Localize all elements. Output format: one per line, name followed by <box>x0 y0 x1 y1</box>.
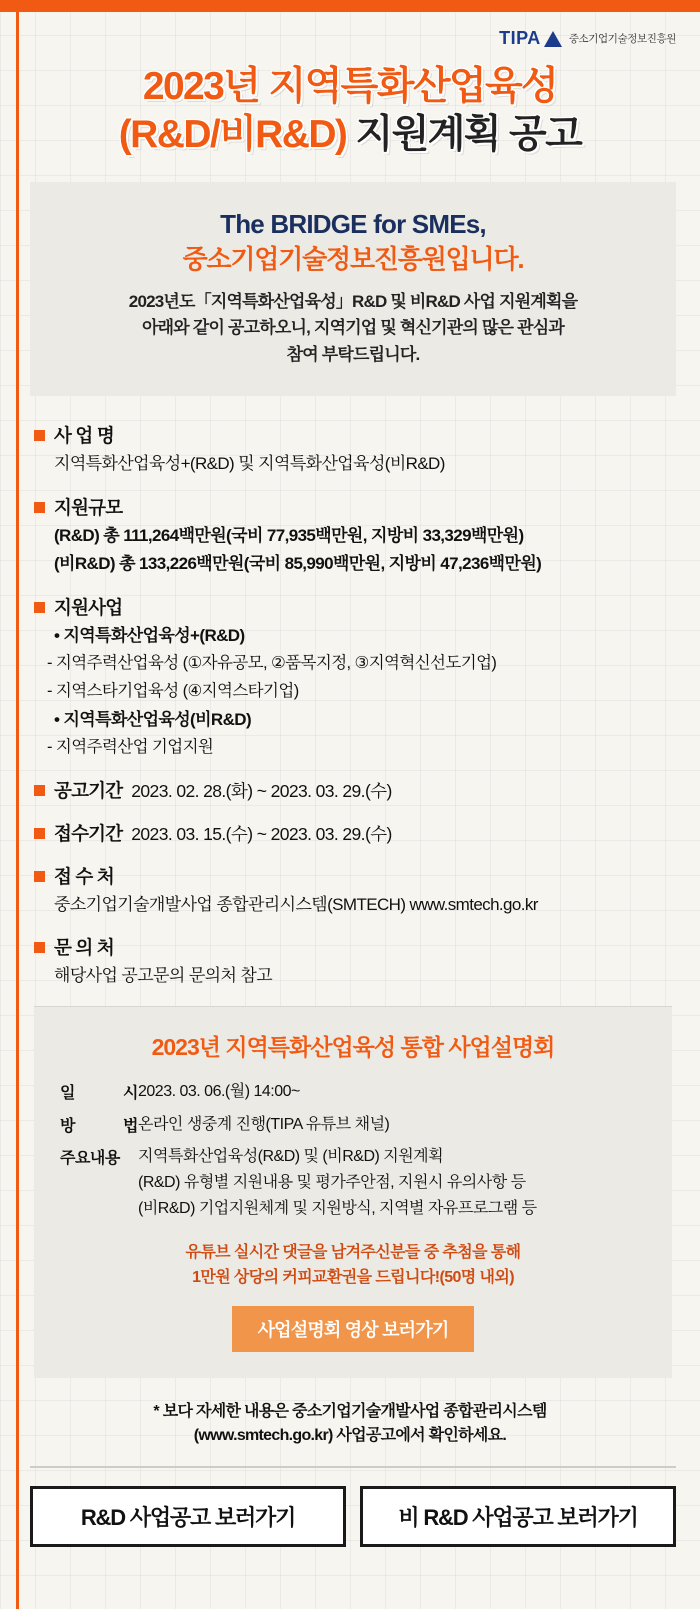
square-bullet-icon <box>34 785 45 796</box>
info-item-business-name <box>34 422 672 477</box>
title-line-2-orange: (R&D/비R&D) <box>118 112 347 156</box>
info-head <box>34 934 672 960</box>
section-label: 지원사업 <box>54 596 123 618</box>
square-bullet-icon <box>34 502 45 513</box>
briefing-event-note <box>60 1241 646 1291</box>
section-label: 접 수 처 <box>54 865 114 887</box>
briefing-key-char-1: 일 <box>60 1084 75 1102</box>
info-head <box>34 820 672 846</box>
program-non-rnd-detail-1: - 지역주력산업 기업지원 <box>47 738 214 757</box>
briefing-row-method <box>60 1113 646 1139</box>
info-head <box>34 863 672 889</box>
title-line-2 <box>20 111 680 159</box>
info-head <box>34 494 672 520</box>
notice-period-value: 2023. 02. 28.(화) ~ 2023. 03. 29.(수) <box>131 780 392 801</box>
brand-name-korean: 중소기업기술정보진흥원 <box>568 33 676 45</box>
briefing-key-char-2: 법 <box>123 1117 138 1135</box>
program-rnd-detail-2: - 지역스타기업육성 (④지역스타기업) <box>47 681 299 700</box>
square-bullet-icon <box>34 430 45 441</box>
triangle-icon <box>544 31 562 47</box>
briefing-video-button[interactable]: 사업설명회 영상 보러가기 <box>232 1306 475 1352</box>
tipa-logo-text: TIPA <box>499 28 541 48</box>
info-item-contact <box>34 934 672 989</box>
briefing-value-line: 온라인 생중계 진행(TIPA 유튜브 채널) <box>138 1115 390 1133</box>
square-bullet-icon <box>34 942 45 953</box>
apply-place-body: 중소기업기술개발사업 종합관리시스템(SMTECH) www.smtech.go.kr <box>54 894 538 914</box>
briefing-value-line-1: 지역특화산업육성(R&D) 및 (비R&D) 지원계획 <box>138 1148 444 1166</box>
briefing-value <box>138 1080 300 1106</box>
info-item-apply-place <box>34 863 672 918</box>
briefing-value <box>138 1145 537 1222</box>
briefing-key <box>60 1080 138 1103</box>
briefing-panel <box>34 1006 672 1379</box>
section-label: 지원규모 <box>54 496 123 518</box>
intro-body-line-1: 2023년도「지역특화산업육성」R&D 및 비R&D 사업 지원계획을 <box>128 292 578 312</box>
section-label: 사 업 명 <box>54 425 114 447</box>
intro-heading-ko: 중소기업기술정보진흥원입니다. <box>182 243 524 274</box>
briefing-value-line: 2023. 03. 06.(월) 14:00~ <box>138 1082 300 1100</box>
briefing-value-line-3: (비R&D) 기업지원체계 및 지원방식, 지역별 자유프로그램 등 <box>138 1200 537 1218</box>
square-bullet-icon <box>34 828 45 839</box>
tipa-logo-mark <box>499 28 562 49</box>
footnote-line-2: (www.smtech.go.kr) 사업공고에서 확인하세요. <box>193 1427 507 1445</box>
contact-body: 해당사업 공고문의 문의처 참고 <box>54 966 273 986</box>
square-bullet-icon <box>34 871 45 882</box>
intro-panel <box>30 182 676 396</box>
briefing-key-char-2: 시 <box>123 1084 138 1102</box>
section-body: 지역특화산업육성+(R&D) 및 지역특화산업육성(비R&D) <box>54 454 445 474</box>
footnote-line-1: * 보다 자세한 내용은 중소기업기술개발사업 종합관리시스템 <box>153 1403 547 1421</box>
briefing-title: 2023년 지역특화산업육성 통합 사업설명회 <box>151 1033 555 1060</box>
briefing-key <box>60 1145 138 1168</box>
info-head <box>34 422 672 448</box>
rnd-notice-button[interactable]: R&D 사업공고 보러가기 <box>30 1486 346 1547</box>
briefing-value <box>138 1113 389 1139</box>
briefing-key-char-1: 주요내용 <box>60 1150 120 1168</box>
title-line-2-dark: 지원계획 공고 <box>346 112 582 156</box>
info-item-apply-period <box>34 820 672 846</box>
section-label: 문 의 처 <box>54 937 114 959</box>
info-head <box>34 777 672 803</box>
briefing-note-line-1: 유튜브 실시간 댓글을 남겨주신분들 중 추첨을 통해 <box>185 1243 521 1261</box>
scale-line-non-rnd: (비R&D) 총 133,226백만원(국비 85,990백만원, 지방비 47,236백만원) <box>54 554 542 574</box>
page-title <box>0 53 700 176</box>
intro-heading-en: The BRIDGE for SMEs, <box>220 209 486 240</box>
info-head <box>34 594 672 620</box>
cta-row <box>0 1468 700 1569</box>
briefing-row-datetime <box>60 1080 646 1106</box>
briefing-key-char-1: 방 <box>60 1117 75 1135</box>
briefing-row-contents <box>60 1145 646 1222</box>
intro-body-line-2: 아래와 같이 공고하오니, 지역기업 및 혁신기관의 많은 관심과 <box>142 318 564 338</box>
section-label: 공고기간 <box>54 779 123 801</box>
footnote <box>0 1378 700 1466</box>
brand-logo <box>0 12 700 53</box>
briefing-button-wrap <box>60 1306 646 1352</box>
briefing-value-line-2: (R&D) 유형별 지원내용 및 평가주안점, 지원시 유의사항 등 <box>138 1174 526 1192</box>
briefing-note-line-2: 1만원 상당의 커피교환권을 드립니다!(50명 내외) <box>192 1268 514 1286</box>
program-rnd-detail-1: - 지역주력산업육성 (①자유공모, ②품목지정, ③지역혁신선도기업) <box>47 654 497 673</box>
program-bullet-rnd: • 지역특화산업육성+(R&D) <box>54 625 245 645</box>
title-line-1: 2023년 지역특화산업육성 <box>142 65 558 108</box>
top-accent-bar <box>0 0 700 12</box>
scale-line-rnd: (R&D) 총 111,264백만원(국비 77,935백만원, 지방비 33,329백만원) <box>54 525 524 545</box>
info-item-programs <box>34 594 672 760</box>
section-label: 접수기간 <box>54 822 123 844</box>
intro-body-line-3: 참여 부탁드립니다. <box>286 344 420 364</box>
square-bullet-icon <box>34 602 45 613</box>
info-item-scale <box>34 494 672 577</box>
apply-period-value: 2023. 03. 15.(수) ~ 2023. 03. 29.(수) <box>131 823 392 844</box>
info-list <box>0 396 700 989</box>
briefing-key <box>60 1113 138 1136</box>
non-rnd-notice-button[interactable]: 비 R&D 사업공고 보러가기 <box>360 1486 676 1547</box>
info-item-notice-period <box>34 777 672 803</box>
left-accent-rail <box>16 12 19 1609</box>
program-bullet-non-rnd: • 지역특화산업육성(비R&D) <box>54 709 252 729</box>
